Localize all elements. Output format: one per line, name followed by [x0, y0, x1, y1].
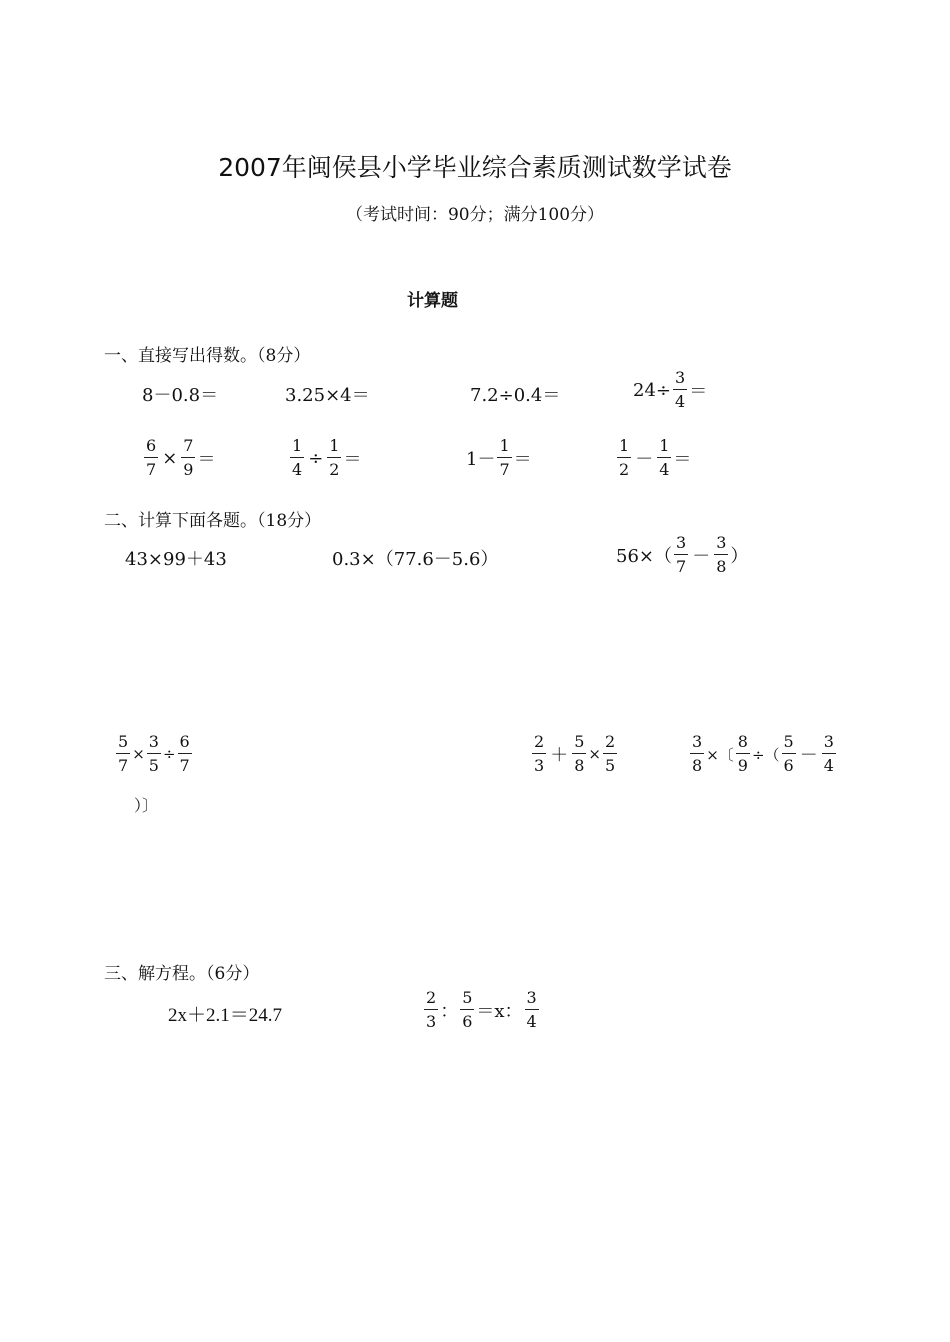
- q2-expression-3: [616, 535, 748, 575]
- numerator: 8: [736, 734, 750, 754]
- numerator: 3: [690, 734, 704, 754]
- denominator: 8: [574, 756, 585, 775]
- operator: ×: [132, 745, 145, 763]
- exam-info: （考试时间：90分；满分100分）: [345, 205, 605, 225]
- denominator: 3: [534, 756, 545, 775]
- denominator: 7: [676, 557, 687, 576]
- denominator: 6: [462, 1012, 473, 1031]
- numerator: 3: [822, 734, 836, 754]
- equals: ＝: [513, 449, 532, 470]
- operator: －: [799, 745, 818, 766]
- q1-expression-7: [466, 438, 532, 478]
- numerator: 5: [116, 734, 130, 754]
- q2-expression-6-closing: ）〕: [134, 796, 159, 815]
- denominator: 5: [148, 756, 159, 775]
- numerator: 7: [181, 438, 195, 458]
- equals: ＝: [197, 449, 216, 470]
- numerator: 1: [327, 438, 341, 458]
- numerator: 6: [178, 734, 192, 754]
- numerator: 2: [603, 734, 617, 754]
- fraction: [617, 438, 631, 478]
- denominator: 5: [604, 756, 616, 775]
- term: 1－: [466, 449, 496, 470]
- denominator: 7: [118, 756, 129, 775]
- fraction: [736, 734, 750, 774]
- denominator: 6: [783, 756, 794, 775]
- operator: ÷（: [751, 745, 780, 764]
- numerator: 5: [460, 990, 474, 1010]
- numerator: 5: [572, 734, 586, 754]
- q2-expression-4: [114, 734, 194, 774]
- q1-expression-5: [142, 438, 215, 478]
- denominator: 4: [675, 392, 686, 411]
- q3-equation-2: [422, 990, 541, 1030]
- q1-expression-3: 7.2÷0.4＝: [470, 385, 561, 406]
- denominator: 7: [146, 460, 157, 479]
- fraction: [674, 535, 688, 575]
- fraction: [603, 734, 617, 774]
- numerator: 3: [673, 370, 687, 390]
- numerator: 1: [497, 438, 511, 458]
- operator: －: [692, 546, 711, 567]
- equals: ＝: [689, 381, 708, 402]
- numerator: 1: [657, 438, 671, 458]
- denominator: 7: [179, 756, 190, 775]
- q1-expression-2: 3.25×4＝: [285, 385, 370, 406]
- denominator: 7: [499, 460, 510, 479]
- denominator: 4: [292, 460, 303, 479]
- fraction: [290, 438, 304, 478]
- term: 56×（: [616, 546, 672, 567]
- close-paren: ）: [730, 546, 749, 567]
- section-title: 计算题: [407, 291, 458, 311]
- denominator: 3: [426, 1012, 437, 1031]
- denominator: 2: [329, 460, 340, 479]
- fraction: [497, 438, 511, 478]
- fraction: [572, 734, 586, 774]
- denominator: 8: [716, 557, 727, 576]
- equals: ＝: [673, 449, 692, 470]
- denominator: 9: [737, 756, 748, 775]
- q2-expression-2: 0.3×（77.6－5.6）: [332, 549, 499, 570]
- fraction: [532, 734, 546, 774]
- ratio-colon: ：: [440, 1001, 459, 1022]
- denominator: 9: [183, 460, 194, 479]
- term: 24÷: [633, 379, 671, 401]
- numerator: 6: [144, 438, 158, 458]
- fraction: [116, 734, 130, 774]
- fraction: [181, 438, 195, 478]
- numerator: 2: [424, 990, 438, 1010]
- fraction: [822, 734, 836, 774]
- q3-equation-1: 2x＋2.1＝24.7: [168, 1005, 283, 1026]
- equals-x: ＝x：: [476, 1001, 523, 1022]
- operator: ×: [162, 447, 178, 469]
- operator: ×: [588, 745, 601, 763]
- equals: ＝: [343, 449, 362, 470]
- q2-expression-5: [530, 734, 619, 774]
- operator: －: [635, 449, 654, 470]
- q1-expression-4: [633, 370, 707, 410]
- numerator: 3: [674, 535, 688, 555]
- numerator: 1: [290, 438, 304, 458]
- fraction: [690, 734, 704, 774]
- q1-expression-6: [288, 438, 361, 478]
- fraction: [178, 734, 192, 774]
- q2-expression-1: 43×99＋43: [125, 549, 227, 570]
- operator: ×〔: [706, 745, 734, 764]
- numerator: 5: [782, 734, 796, 754]
- fraction: [327, 438, 341, 478]
- fraction: [147, 734, 161, 774]
- operator: ＋: [550, 745, 569, 766]
- denominator: 8: [692, 756, 703, 775]
- q1-expression-1: 8－0.8＝: [142, 385, 219, 406]
- operator: ÷: [162, 745, 176, 763]
- numerator: 3: [525, 990, 539, 1010]
- fraction: [525, 990, 539, 1030]
- numerator: 2: [532, 734, 546, 754]
- q2-expression-6: [688, 734, 838, 774]
- denominator: 4: [526, 1012, 537, 1031]
- question-2-heading: 二、计算下面各题。（18分）: [104, 511, 322, 531]
- fraction: [424, 990, 438, 1030]
- denominator: 4: [823, 756, 834, 775]
- fraction: [673, 370, 687, 410]
- page-title: 2007年闽侯县小学毕业综合素质测试数学试卷: [218, 153, 732, 182]
- question-3-heading: 三、解方程。（6分）: [104, 964, 260, 984]
- operator: ÷: [308, 447, 324, 469]
- question-1-heading: 一、直接写出得数。（8分）: [104, 346, 311, 366]
- fraction: [657, 438, 671, 478]
- denominator: 2: [619, 460, 630, 479]
- fraction: [144, 438, 158, 478]
- fraction: [460, 990, 474, 1030]
- numerator: 3: [714, 535, 728, 555]
- numerator: 3: [147, 734, 161, 754]
- denominator: 4: [659, 460, 670, 479]
- numerator: 1: [617, 438, 631, 458]
- fraction: [782, 734, 796, 774]
- q1-expression-8: [615, 438, 691, 478]
- fraction: [714, 535, 728, 575]
